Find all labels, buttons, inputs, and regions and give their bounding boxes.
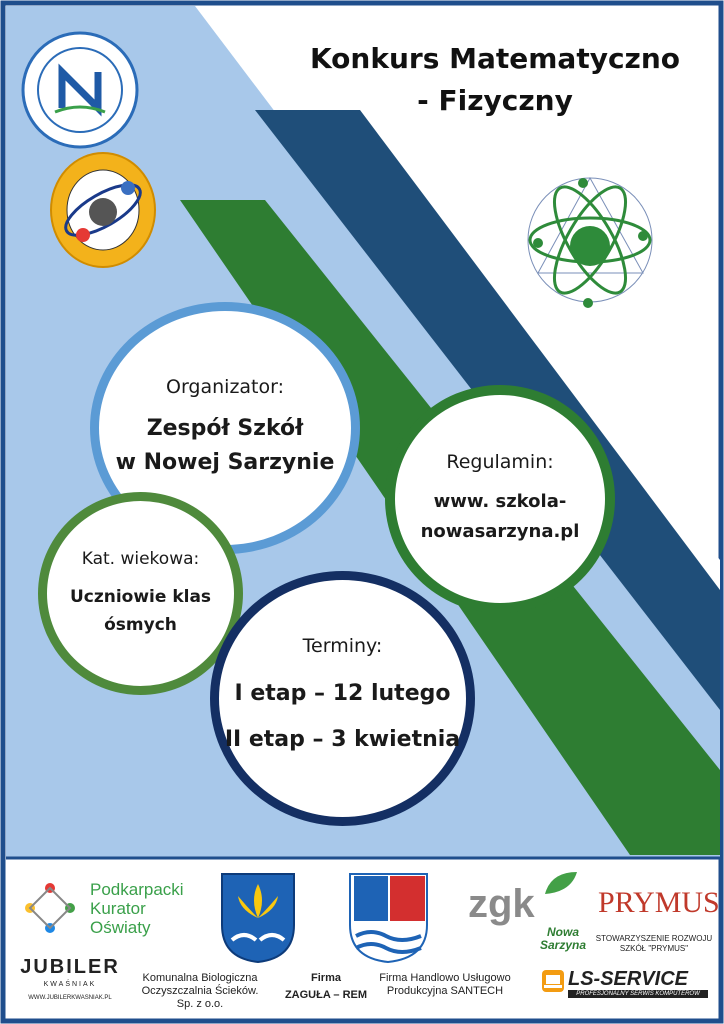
sp-badge-logo (48, 150, 158, 270)
dates-label: Terminy: (302, 634, 383, 657)
zgk-sub-line-2: Sarzyna (540, 938, 587, 952)
powiat-coat-of-arms (346, 870, 431, 965)
page-title (285, 38, 705, 122)
contest-atom-logo (488, 138, 693, 343)
prymus-sub-line-2: SZKÓŁ "PRYMUS" (619, 944, 689, 953)
jubiler-url: WWW.JUBILERKWASNIAK.PL (28, 995, 112, 1001)
rules-url-line-1: www. szkola- (433, 491, 567, 512)
santech-line-2: Produkcyjna SANTECH (386, 985, 504, 997)
kurator-line-2: Kurator (90, 899, 146, 918)
zgk-logo: zgk (468, 882, 535, 926)
dates-stage-2: II etap – 3 kwietnia (224, 726, 461, 752)
zgk-sub-line-1: Nowa (547, 925, 580, 939)
zgk-leaf-icon (541, 868, 581, 898)
sponsors-footer (6, 860, 718, 1018)
jubiler-logo: JUBILER (20, 956, 120, 978)
santech-line-1: Firma Handlowo Usługowo (379, 972, 511, 984)
santech-name (370, 972, 520, 998)
ls-service-logo: LS-SERVICE (568, 968, 689, 990)
zagula-line-2: ZAGUŁA – REM (284, 989, 368, 1001)
rules-url-line-2: nowasarzyna.pl (420, 521, 580, 542)
ls-service-subtitle: PROFESJONALNY SERWIS KOMPUTERÓW (568, 990, 708, 998)
kbo-line-1: Komunalna Biologiczna (142, 972, 258, 984)
zagula-name (276, 972, 376, 1002)
nowa-sarzyna-coat-of-arms (218, 870, 298, 965)
title-line-2: - Fizyczny (417, 84, 573, 117)
kbo-name (130, 972, 270, 1011)
zagula-line-1: Firma (311, 972, 341, 984)
kurator-icon (20, 878, 80, 938)
prymus-sub-line-1: STOWARZYSZENIE ROZWOJU (595, 934, 713, 943)
kurator-name (90, 880, 184, 937)
kurator-line-3: Oświaty (90, 918, 151, 937)
prymus-logo: PRYMUS (598, 886, 720, 919)
kbo-line-3: Sp. z o.o. (176, 998, 224, 1010)
kbo-line-2: Oczyszczalnia Ścieków. (141, 985, 259, 997)
rules-label: Regulamin: (446, 451, 554, 473)
category-value-line-2: ósmych (104, 614, 177, 635)
ls-service-laptop-icon (540, 968, 566, 994)
organizer-label: Organizator: (165, 376, 285, 398)
lo-badge-logo (20, 30, 140, 150)
category-label: Kat. wiekowa: (81, 548, 200, 569)
prymus-subtitle (594, 934, 714, 954)
rules-circle (385, 385, 615, 613)
dates-stage-1: I etap – 12 lutego (234, 680, 451, 706)
jubiler-subtitle: KWAŚNIAK (43, 981, 97, 988)
title-line-1: Konkurs Matematyczno (309, 42, 681, 75)
organizer-name-line-2: w Nowej Sarzynie (115, 450, 335, 475)
kurator-line-1: Podkarpacki (90, 880, 184, 899)
dates-circle (210, 571, 475, 826)
organizer-name-line-1: Zespół Szkół (146, 416, 304, 441)
category-value-line-1: Uczniowie klas (69, 586, 212, 607)
zgk-subtitle (540, 926, 586, 952)
category-circle (38, 492, 243, 695)
